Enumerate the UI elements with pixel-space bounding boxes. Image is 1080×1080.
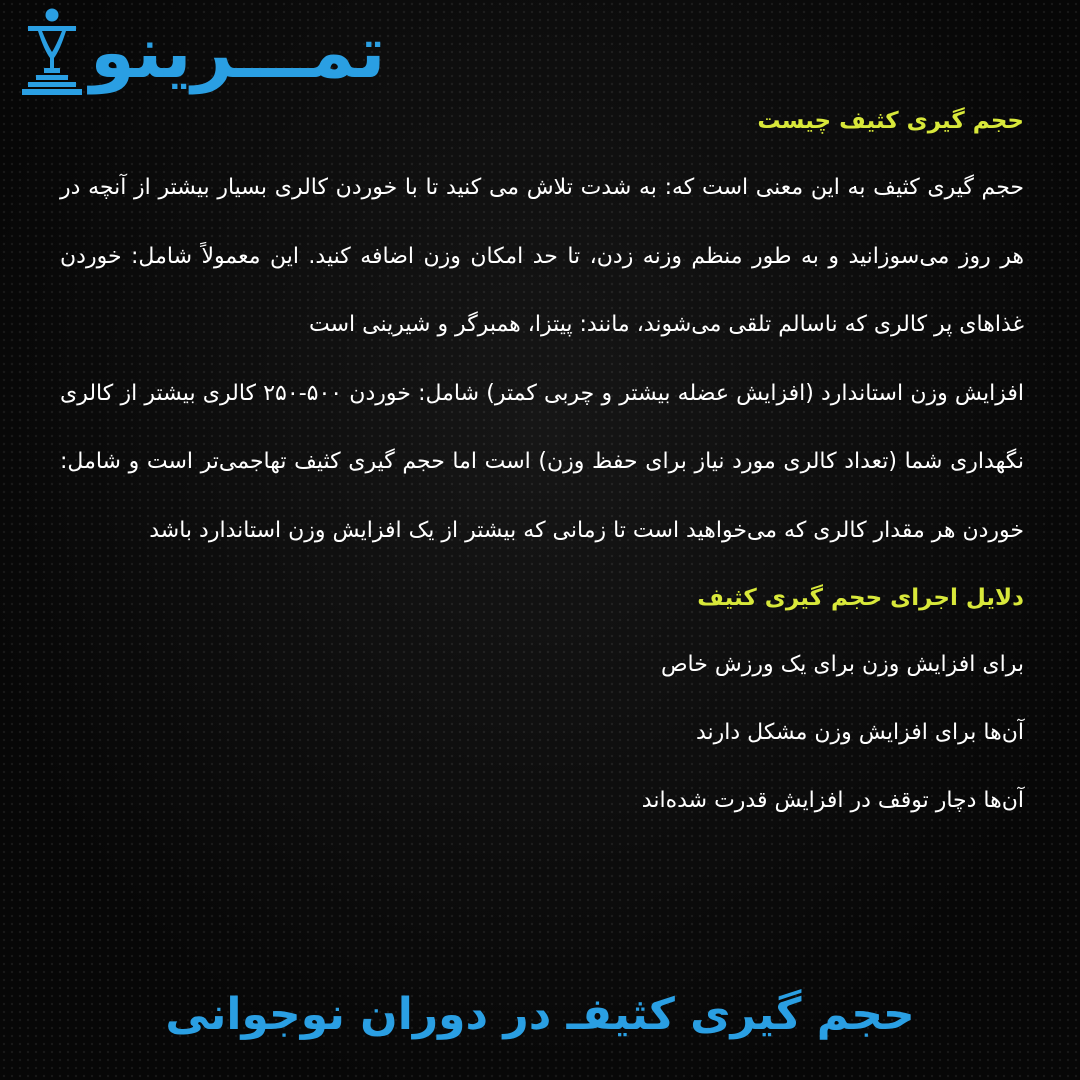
trophy-cup-icon — [20, 6, 84, 98]
reason-item: برای افزایش وزن برای یک ورزش خاص — [660, 652, 1024, 677]
paragraph-standard-vs-dirty: افزایش وزن استاندارد (افزایش عضله بیشتر و چربی کمتر) شامل: خوردن ۵۰۰-۲۵۰ کالری بیشتر از کالری نگهداری شما (تعداد کالری مورد نیاز برای حفظ وزن) است اما حجم گیری کثیف تهاجمی‌تر است و شامل: خوردن هر مقدار کالری که می‌خواهید است تا زمانی که بیشتر از یک افزایش وزن استاندارد باشد — [60, 380, 1024, 543]
section-heading-what-is: حجم گیری کثیف چیست — [757, 108, 1024, 134]
brand-name: تمـــرینو — [90, 10, 386, 94]
reason-item: آن‌ها دچار توقف در افزایش قدرت شده‌اند — [641, 788, 1024, 813]
article-content — [60, 88, 1024, 835]
footer-title: حجم گیری کثیفـ در دوران نوجوانی — [165, 989, 915, 1040]
paragraph-definition: حجم گیری کثیف به این معنی است که: به شدت تلاش می کنید تا با خوردن کالری بسیار بیشتر از آنچه در هر روز می‌سوزانید و به طور منظم وزنه زدن، تا حد امکان وزن اضافه کنید. این معمولاً شامل: خوردن غذاهای پر کالری که ناسالم تلقی می‌شوند، مانند: پیتزا، همبرگر و شیرینی است — [60, 175, 1024, 337]
reason-item: آن‌ها برای افزایش وزن مشکل دارند — [695, 720, 1024, 745]
brand-logo — [20, 6, 440, 98]
section-heading-reasons: دلایل اجرای حجم گیری کثیف — [697, 585, 1024, 611]
